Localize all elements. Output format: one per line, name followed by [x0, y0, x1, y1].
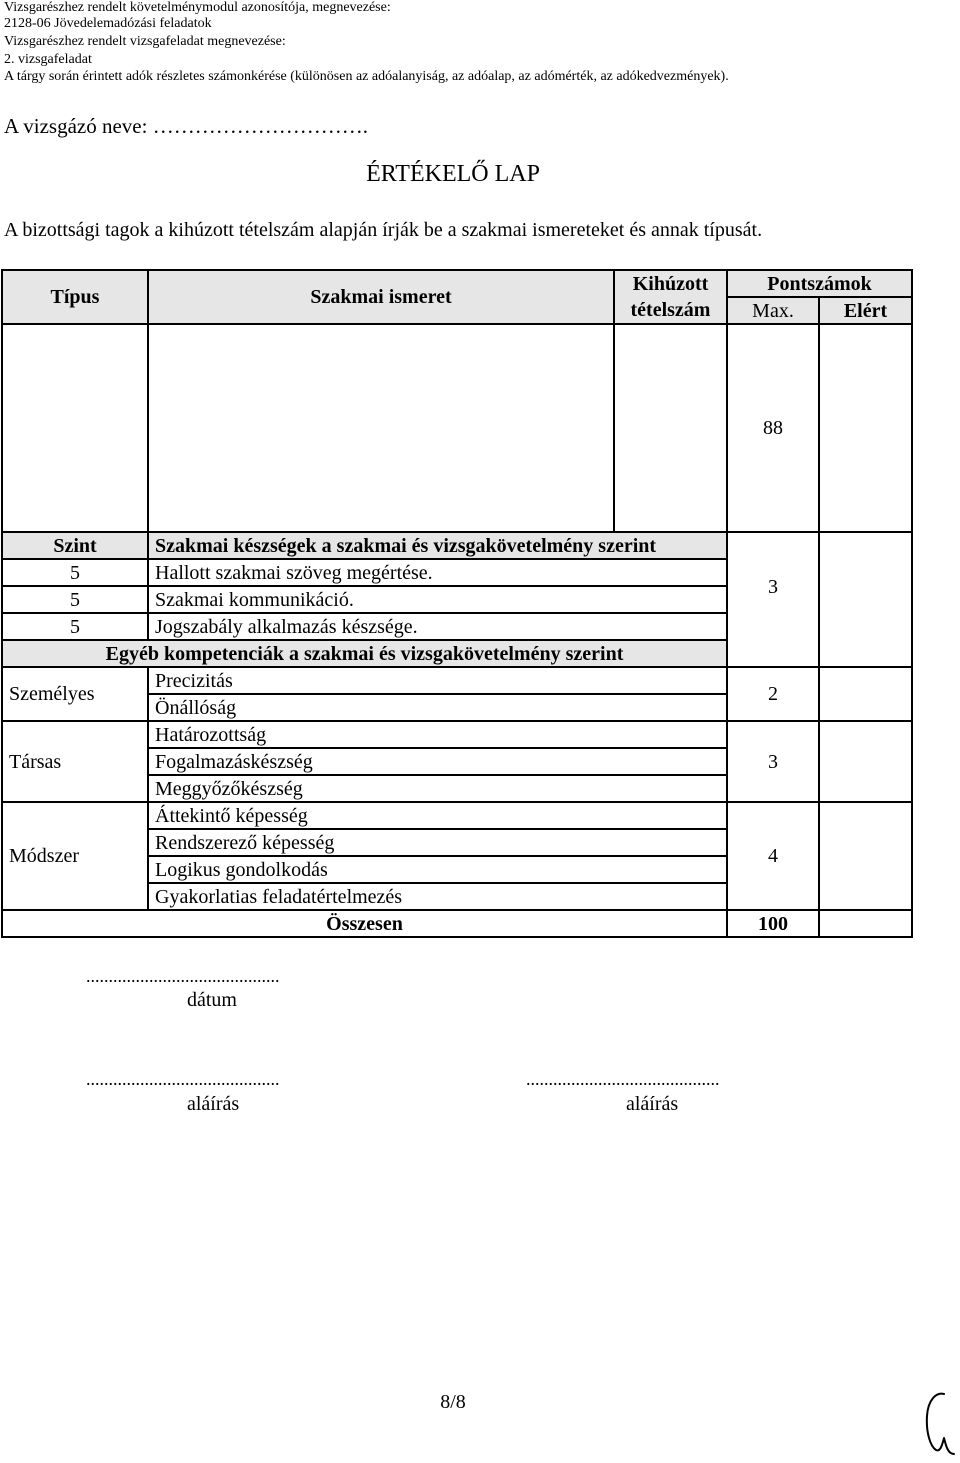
competency-item: Önállóság — [148, 694, 727, 721]
date-dotted-line: ........................................... — [86, 966, 280, 986]
signature-1-label: aláírás — [187, 1093, 240, 1115]
header-task-description: A tárgy során érintett adók részletes számonkérése (különösen az adóalanyiság, az adóalap, az adómérték, az adókedvezmények). — [4, 69, 729, 84]
competency-item: Rendszerező képesség — [148, 829, 727, 856]
col-header-elert: Elért — [819, 297, 912, 324]
col-header-tetelszam: tételszám — [614, 297, 727, 324]
header-task-name: 2. vizsgafeladat — [4, 52, 92, 67]
competency-item: Logikus gondolkodás — [148, 856, 727, 883]
group-max-points: 4 — [727, 802, 819, 910]
total-max-points: 100 — [727, 910, 819, 937]
header-module-name: 2128-06 Jövedelemadózási feladatok — [4, 16, 212, 31]
skills-header: Szakmai készségek a szakmai és vizsgakövetelmény szerint — [148, 532, 727, 559]
skill-level: 5 — [2, 586, 148, 613]
candidate-name-field: A vizsgázó neve: …………………………. — [4, 114, 368, 138]
group-type-szemelyes: Személyes — [2, 667, 148, 721]
total-label: Összesen — [2, 910, 727, 937]
evaluation-table — [1, 269, 913, 938]
tetelszam-cell[interactable] — [614, 324, 727, 532]
szakmai-ismeret-cell[interactable] — [148, 324, 614, 532]
knowledge-achieved-points[interactable] — [819, 324, 912, 532]
knowledge-max-points: 88 — [727, 324, 819, 532]
competency-item: Áttekintő képesség — [148, 802, 727, 829]
header-module-label: Vizsgarészhez rendelt követelménymodul azonosítója, megnevezése: — [4, 0, 391, 15]
group-achieved-points[interactable] — [819, 721, 912, 802]
other-header-max-blank — [727, 640, 819, 667]
intro-text: A bizottsági tagok a kihúzott tételszám alapján írják be a szakmai ismereteket és annak típusát. — [4, 219, 763, 241]
signature-2-label: aláírás — [626, 1093, 679, 1115]
skill-level: 5 — [2, 559, 148, 586]
page-number: 8/8 — [440, 1391, 466, 1413]
group-achieved-points[interactable] — [819, 667, 912, 721]
total-achieved-points[interactable] — [819, 910, 912, 937]
skill-item: Jogszabály alkalmazás készsége. — [148, 613, 727, 640]
tipus-cell[interactable] — [2, 324, 148, 532]
skills-achieved-points[interactable] — [819, 532, 912, 640]
competency-item: Meggyőzőkészség — [148, 775, 727, 802]
date-label: dátum — [187, 989, 237, 1011]
competency-item: Fogalmazáskészség — [148, 748, 727, 775]
page-title: ÉRTÉKELŐ LAP — [366, 161, 540, 187]
group-achieved-points[interactable] — [819, 802, 912, 910]
initials-mark — [922, 1388, 956, 1458]
col-header-tipus: Típus — [2, 270, 148, 324]
signature-1-dotted-line: ........................................... — [86, 1069, 280, 1089]
header-task-label: Vizsgarészhez rendelt vizsgafeladat megnevezése: — [4, 34, 286, 49]
col-header-kihuzott: Kihúzott — [614, 270, 727, 297]
other-competencies-header: Egyéb kompetenciák a szakmai és vizsgakövetelmény szerint — [2, 640, 727, 667]
competency-item: Gyakorlatias feladatértelmezés — [148, 883, 727, 910]
skill-item: Szakmai kommunikáció. — [148, 586, 727, 613]
skill-level: 5 — [2, 613, 148, 640]
group-max-points: 3 — [727, 721, 819, 802]
skills-level-header: Szint — [2, 532, 148, 559]
signature-2-dotted-line: ........................................... — [526, 1069, 720, 1089]
competency-item: Határozottság — [148, 721, 727, 748]
skill-item: Hallott szakmai szöveg megértése. — [148, 559, 727, 586]
skills-max-points: 3 — [727, 532, 819, 640]
group-max-points: 2 — [727, 667, 819, 721]
col-header-max: Max. — [727, 297, 819, 324]
group-type-tarsas: Társas — [2, 721, 148, 802]
col-header-szakmai-ismeret: Szakmai ismeret — [148, 270, 614, 324]
group-type-modszer: Módszer — [2, 802, 148, 910]
other-header-achieved-blank — [819, 640, 912, 667]
competency-item: Precizitás — [148, 667, 727, 694]
col-header-pontszamok: Pontszámok — [727, 270, 912, 297]
